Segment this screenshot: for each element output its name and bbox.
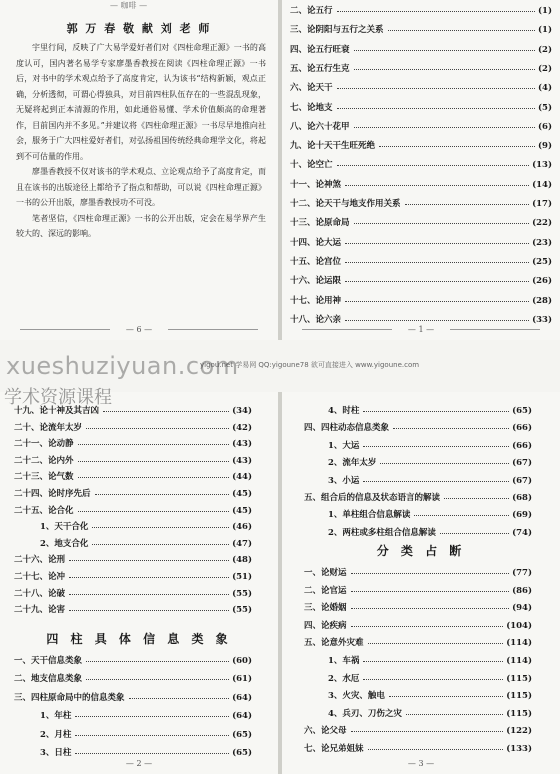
toc-leader-dots	[337, 108, 536, 109]
toc-entry-title: 十二、论天干与地支作用关系	[290, 199, 401, 209]
toc-entry	[0, 504, 278, 518]
toc-leader-dots	[444, 498, 509, 499]
toc-leader-dots	[406, 714, 503, 715]
toc-entry	[282, 421, 560, 435]
toc-entry-page: (61)	[232, 674, 252, 685]
toc-entry	[0, 603, 278, 617]
toc-entry	[282, 294, 560, 308]
toc-entry-title: 四、论疾病	[304, 620, 347, 631]
toc-leader-dots	[337, 11, 536, 12]
toc-entry-title: 二十三、论气数	[14, 472, 74, 483]
toc-leader-dots	[345, 320, 529, 321]
toc-entry-title: 二十二、论内外	[14, 455, 74, 466]
toc-entry-title: 1、天干合化	[40, 522, 89, 533]
toc-leader-dots	[351, 626, 504, 627]
toc-leader-dots	[69, 560, 229, 561]
toc-entry	[282, 23, 560, 37]
toc-entry	[282, 178, 560, 192]
toc-entry	[282, 619, 560, 633]
toc-entry-page: (55)	[232, 588, 252, 599]
preface-paragraph: 宇里行间，反映了广大易学爱好者们对《四柱命理正源》一书的高度认可，国内著名易学专家廖墨香教授在阅读《四柱命理正源》一书后，对书中的学术观点给予了高度肯定，认为该书“结构新颖，观点正确，分析透彻，可谓心得独具，对目前四柱队伍存在的一些混乱现象，无疑将起到正本清源的作用，如此通俗易懂、学术价值颇高的命理著作，目前国内并不多见。”并建议将《四柱命理正源》一书尽早地推向社会，服务于广大四柱爱好者们，对弘扬祖国传统经典命理学文化，将起到不可估量的作用。	[16, 43, 266, 161]
page-number: — 2 —	[125, 759, 153, 768]
section-heading: 四 柱 具 体 信 息 类 象	[46, 632, 232, 646]
toc-leader-dots	[393, 428, 509, 429]
toc-entry-title: 十、论空亡	[290, 160, 333, 171]
toc-page-1	[282, 0, 560, 340]
toc-entry	[282, 584, 560, 598]
toc-leader-dots	[103, 411, 229, 412]
toc-leader-dots	[86, 679, 229, 680]
toc-entry	[282, 689, 560, 703]
toc-entry-title: 八、论六十花甲	[290, 121, 350, 132]
toc-entry	[0, 553, 278, 567]
toc-entry	[282, 62, 560, 76]
toc-entry-page: (69)	[512, 510, 532, 521]
toc-entry-page: (86)	[512, 585, 532, 596]
toc-entry	[0, 537, 278, 551]
toc-leader-dots	[351, 608, 510, 609]
toc-entry-page: (51)	[232, 572, 252, 582]
toc-entry	[0, 709, 278, 723]
toc-entry	[0, 520, 278, 534]
toc-leader-dots	[345, 262, 529, 263]
toc-entry-page: (4)	[538, 83, 552, 94]
toc-entry-page: (5)	[538, 102, 552, 113]
toc-page-3	[282, 392, 560, 774]
toc-entry-title: 2、地支合化	[40, 538, 89, 549]
toc-leader-dots	[337, 165, 530, 166]
scan-header-text: yigou.net 学易网 QQ:yigoune78 欲可直接进入 www.yigoune.com	[200, 361, 420, 369]
toc-entry-page: (60)	[232, 656, 252, 666]
toc-entry	[282, 101, 560, 115]
toc-leader-dots	[78, 511, 230, 512]
toc-entry-title: 七、论地支	[290, 102, 333, 113]
toc-leader-dots	[78, 477, 230, 478]
toc-leader-dots	[363, 411, 509, 412]
toc-leader-dots	[75, 716, 229, 717]
toc-leader-dots	[129, 698, 230, 699]
toc-entry-page: (115)	[506, 708, 532, 719]
toc-entry-page: (64)	[232, 711, 252, 722]
toc-entry-title: 二、论官运	[304, 585, 347, 596]
toc-leader-dots	[363, 481, 509, 482]
toc-entry-title: 二十、论流年太岁	[14, 422, 83, 433]
toc-entry	[282, 707, 560, 721]
toc-leader-dots	[363, 679, 503, 680]
toc-entry-page: (1)	[538, 25, 552, 36]
toc-entry-title: 1、单柱组合信息解读	[328, 510, 411, 521]
toc-leader-dots	[86, 661, 229, 662]
toc-entry-page: (133)	[506, 744, 532, 754]
toc-entry-title: 2、两柱或多柱组合信息解读	[328, 527, 436, 538]
toc-entry-page: (114)	[506, 656, 532, 666]
toc-entry-page: (28)	[532, 295, 552, 306]
toc-entry-page: (2)	[538, 44, 552, 55]
toc-leader-dots	[351, 731, 504, 732]
toc-entry-title: 十五、论宫位	[290, 256, 342, 267]
toc-leader-dots	[345, 301, 529, 302]
toc-leader-dots	[354, 223, 530, 224]
toc-entry-page: (45)	[232, 505, 252, 516]
toc-leader-dots	[86, 428, 229, 429]
toc-leader-dots	[380, 463, 509, 464]
toc-entry	[0, 421, 278, 435]
toc-entry-title: 六、论父母	[304, 726, 347, 737]
toc-entry	[0, 437, 278, 451]
toc-entry-title: 1、大运	[328, 440, 360, 451]
toc-entry	[282, 491, 560, 505]
toc-entry-page: (74)	[512, 527, 532, 538]
toc-entry-title: 1、车祸	[328, 656, 360, 666]
toc-entry-page: (55)	[232, 605, 252, 616]
toc-entry-title: 3、小运	[328, 475, 360, 486]
toc-entry-title: 五、组合后的信息及状态语言的解读	[304, 493, 441, 503]
toc-entry-page: (104)	[506, 620, 532, 631]
toc-entry-page: (47)	[232, 538, 252, 549]
toc-entry-title: 十九、论十神及其吉凶	[14, 406, 100, 416]
toc-leader-dots	[351, 591, 510, 592]
toc-entry-page: (66)	[512, 423, 532, 434]
toc-entry	[282, 742, 560, 756]
toc-entry-title: 六、论天干	[290, 83, 333, 94]
toc-entry-page: (44)	[232, 472, 252, 483]
toc-entry-title: 五、论五行生克	[290, 63, 350, 74]
toc-entry-title: 一、天干信息类象	[14, 656, 83, 666]
toc-entry-page: (67)	[512, 458, 532, 469]
toc-entry-page: (115)	[506, 673, 532, 684]
preface-paragraph: 笔者坚信，《四柱命理正源》一书的公开出版，定会在易学界产生较大的、深远的影响。	[16, 213, 266, 238]
toc-entry	[282, 474, 560, 488]
toc-entry-page: (48)	[232, 555, 252, 566]
toc-leader-dots	[92, 544, 229, 545]
toc-entry	[0, 454, 278, 468]
toc-entry-page: (6)	[538, 121, 552, 132]
toc-entry-title: 十三、论原命局	[290, 218, 350, 229]
toc-leader-dots	[78, 461, 230, 462]
toc-leader-dots	[95, 494, 230, 495]
toc-entry-title: 2、月柱	[40, 729, 72, 740]
toc-leader-dots	[69, 610, 229, 611]
preface-body	[16, 40, 266, 242]
toc-entry-page: (64)	[232, 692, 252, 703]
toc-entry-title: 二、地支信息类象	[14, 674, 83, 685]
toc-leader-dots	[78, 444, 230, 445]
toc-entry	[0, 746, 278, 760]
toc-entry	[282, 197, 560, 211]
watermark-subtext: 学术资源课程	[4, 387, 112, 408]
toc-leader-dots	[75, 735, 229, 736]
page-top-fragment: — 咖啡 —	[110, 1, 148, 10]
toc-entry	[282, 654, 560, 668]
toc-entry-title: 1、年柱	[40, 711, 72, 722]
toc-leader-dots	[337, 88, 536, 89]
toc-leader-dots	[345, 185, 529, 186]
toc-entry-page: (65)	[232, 748, 252, 758]
toc-leader-dots	[363, 446, 509, 447]
toc-entry-page: (43)	[232, 455, 252, 466]
toc-entry	[0, 587, 278, 601]
toc-entry-page: (115)	[506, 691, 532, 702]
toc-entry-title: 十六、论运限	[290, 276, 342, 287]
toc-entry-title: 二十八、论破	[14, 588, 66, 599]
toc-entry-title: 十一、论神煞	[290, 179, 342, 190]
toc-leader-dots	[388, 30, 536, 31]
toc-entry-page: (114)	[506, 638, 532, 649]
toc-entry-title: 十八、论六亲	[290, 314, 342, 325]
toc-entry	[282, 236, 560, 250]
toc-entry-title: 2、流年太岁	[328, 458, 377, 469]
page-number: — 6 —	[125, 325, 153, 334]
toc-leader-dots	[354, 127, 536, 128]
toc-leader-dots	[379, 146, 535, 147]
toc-entry-title: 四、四柱动态信息类象	[304, 423, 390, 434]
toc-entry-page: (23)	[532, 237, 552, 248]
toc-entry	[0, 487, 278, 501]
toc-entry-page: (2)	[538, 63, 552, 74]
toc-entry-page: (45)	[232, 489, 252, 499]
toc-entry-page: (77)	[512, 568, 532, 578]
page-number: — 3 —	[407, 759, 435, 768]
toc-entry	[0, 570, 278, 584]
toc-entry	[282, 274, 560, 288]
toc-leader-dots	[92, 527, 229, 528]
toc-entry-page: (65)	[232, 729, 252, 740]
toc-entry-page: (67)	[512, 475, 532, 486]
toc-entry-title: 三、论阴阳与五行之关系	[290, 25, 384, 36]
toc-entry-page: (46)	[232, 522, 252, 533]
toc-entry-page: (42)	[232, 422, 252, 433]
toc-entry-page: (34)	[232, 406, 252, 416]
toc-entry-page: (14)	[532, 179, 552, 190]
toc-entry-page: (13)	[532, 160, 552, 171]
toc-entry-title: 七、论兄弟姐妹	[304, 744, 364, 754]
toc-entry-title: 3、火灾、触电	[328, 691, 385, 702]
toc-leader-dots	[69, 577, 229, 578]
toc-leader-dots	[354, 50, 536, 51]
toc-entry-page: (66)	[512, 440, 532, 451]
toc-entry-title: 二十五、论合化	[14, 505, 74, 516]
toc-entry-page: (43)	[232, 439, 252, 450]
toc-leader-dots	[405, 204, 530, 205]
toc-entry-title: 二十九、论害	[14, 605, 66, 616]
toc-leader-dots	[440, 533, 509, 534]
toc-entry	[0, 691, 278, 705]
toc-entry	[0, 672, 278, 686]
toc-entry-title: 二十一、论动静	[14, 439, 74, 450]
toc-entry-page: (33)	[532, 314, 552, 325]
toc-entry-title: 二、论五行	[290, 6, 333, 16]
toc-entry-page: (22)	[532, 218, 552, 229]
toc-entry	[282, 216, 560, 230]
toc-entry-title: 二十六、论刑	[14, 555, 66, 566]
page-number: — 1 —	[407, 325, 435, 334]
section-heading: 分 类 占 断	[376, 544, 466, 558]
toc-leader-dots	[414, 515, 509, 516]
toc-entry-page: (122)	[506, 726, 532, 737]
toc-entry	[282, 636, 560, 650]
toc-entry-title: 4、时柱	[328, 406, 360, 416]
toc-entry	[282, 439, 560, 453]
toc-entry	[282, 81, 560, 95]
toc-entry-title: 4、兵刃、刀伤之灾	[328, 708, 402, 719]
toc-entry-page: (68)	[512, 493, 532, 503]
toc-entry-title: 二十七、论冲	[14, 572, 66, 582]
toc-entry	[282, 404, 560, 418]
watermark-text: xueshuziyuan.com	[6, 352, 239, 380]
toc-entry	[0, 728, 278, 742]
toc-leader-dots	[368, 643, 504, 644]
toc-entry-title: 一、论财运	[304, 568, 347, 578]
toc-entry	[282, 158, 560, 172]
toc-entry	[282, 456, 560, 470]
toc-leader-dots	[351, 573, 510, 574]
toc-entry-title: 九、论十天干生旺死绝	[290, 141, 376, 152]
toc-entry	[282, 672, 560, 686]
toc-leader-dots	[354, 69, 536, 70]
toc-leader-dots	[389, 696, 503, 697]
preface-page	[0, 0, 278, 340]
toc-leader-dots	[75, 753, 229, 754]
toc-entry	[282, 724, 560, 738]
toc-entry-page: (65)	[512, 406, 532, 416]
toc-entry-title: 十七、论用神	[290, 295, 342, 306]
toc-page-2	[0, 392, 278, 774]
toc-entry	[282, 120, 560, 134]
toc-entry-page: (25)	[532, 256, 552, 267]
toc-leader-dots	[363, 661, 503, 662]
toc-entry-page: (26)	[532, 276, 552, 287]
toc-leader-dots	[368, 749, 504, 750]
toc-leader-dots	[69, 594, 229, 595]
toc-entry	[282, 255, 560, 269]
toc-leader-dots	[345, 243, 529, 244]
toc-entry-page: (94)	[512, 603, 532, 614]
toc-entry	[0, 654, 278, 668]
toc-entry	[0, 470, 278, 484]
toc-entry-page: (1)	[538, 6, 552, 16]
preface-paragraph: 廖墨香教授不仅对该书的学术观点、立论观点给予了高度肯定，而且在该书的出版途径上都给予了指点和帮助，可以说《四柱命理正源》一书的公开出版，廖墨香教授功不可没。	[16, 167, 266, 207]
toc-entry	[282, 4, 560, 18]
toc-entry	[282, 508, 560, 522]
toc-entry-title: 三、四柱原命局中的信息类象	[14, 692, 125, 703]
toc-entry-title: 3、日柱	[40, 748, 72, 758]
toc-entry-title: 四、论五行旺衰	[290, 44, 350, 55]
toc-leader-dots	[345, 281, 529, 282]
toc-entry-title: 二十四、论时序先后	[14, 489, 91, 499]
toc-entry-title: 三、论婚姻	[304, 603, 347, 614]
toc-entry-page: (9)	[538, 141, 552, 152]
toc-entry-title: 五、论意外灾难	[304, 638, 364, 649]
toc-entry	[282, 139, 560, 153]
toc-entry	[282, 43, 560, 57]
toc-entry	[282, 566, 560, 580]
toc-entry-title: 十四、论大运	[290, 237, 342, 248]
toc-entry	[282, 601, 560, 615]
toc-entry-page: (17)	[532, 199, 552, 209]
toc-entry	[282, 526, 560, 540]
toc-entry-title: 2、水厄	[328, 673, 360, 684]
preface-title: 郭 万 春 敬 献 刘 老 师	[66, 22, 212, 35]
